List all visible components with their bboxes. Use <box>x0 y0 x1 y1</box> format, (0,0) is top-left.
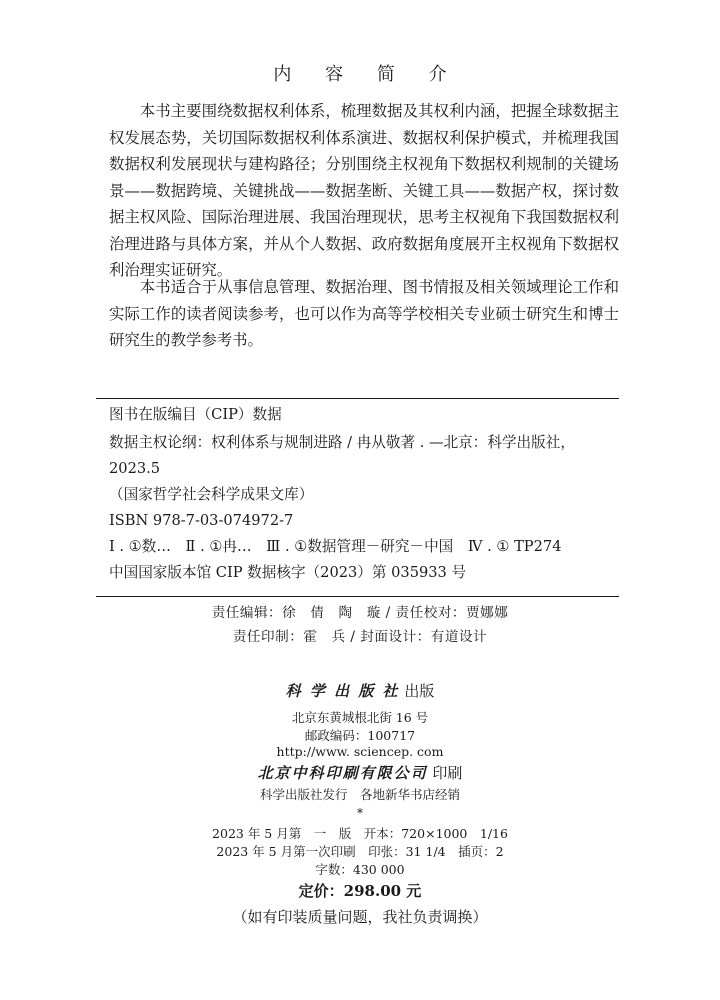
cip-top-rule <box>96 398 619 399</box>
publisher-name: 科 学 出 版 社 <box>285 682 400 700</box>
distribution-line: 科学出版社发行 各地新华书店经销 <box>259 787 460 802</box>
cip-isbn: ISBN 978-7-03-074972-7 <box>109 512 294 529</box>
publisher-postcode: 邮政编码：100717 <box>304 728 416 743</box>
publisher-url: http://www. sciencep. com <box>276 744 444 759</box>
printer-line <box>0 762 720 783</box>
production-credits: 责任印制：霍 兵 / 封面设计：有道设计 <box>232 629 488 645</box>
word-count: 字数：430 000 <box>315 862 405 877</box>
price: 定价：298.00 元 <box>298 882 422 900</box>
page-title: 内 容 简 介 <box>273 64 461 85</box>
cip-block <box>109 430 619 586</box>
printer-suffix: 印刷 <box>432 764 463 782</box>
edition-line: 2023 年 5 月第 一 版 开本：720×1000 1/16 <box>212 826 508 841</box>
publisher-suffix: 出版 <box>404 682 435 700</box>
cip-title-line: 数据主权论纲：权利体系与规制进路 / 冉从敬著 . —北京：科学出版社，2023.5 <box>109 434 575 477</box>
publisher-line <box>0 680 720 701</box>
cip-heading: 图书在版编目（CIP）数据 <box>109 406 282 423</box>
quality-notice: （如有印装质量问题，我社负责调换） <box>232 908 488 926</box>
cip-series: （国家哲学社会科学成果文库） <box>109 486 314 503</box>
printing-line: 2023 年 5 月第一次印刷 印张：31 1/4 插页：2 <box>216 844 504 859</box>
cip-record: 中国国家版本馆 CIP 数据核字（2023）第 035933 号 <box>109 564 467 581</box>
editor-credits: 责任编辑：徐 倩 陶 璇 / 责任校对：贾娜娜 <box>211 605 509 621</box>
summary-paragraph-2: 本书适合于从事信息管理、数据治理、图书情报及相关领域理论工作和实际工作的读者阅读参考，也可以作为高等学校相关专业硕士研究生和博士研究生的教学参考书。 <box>109 278 619 349</box>
cip-classification: Ⅰ . ①数… Ⅱ . ①冉… Ⅲ . ①数据管理－研究－中国 Ⅳ . ① TP274 <box>109 538 562 555</box>
separator-star: * <box>357 806 363 820</box>
printer-name: 北京中科印刷有限公司 <box>257 764 428 782</box>
cip-bottom-rule <box>96 596 619 597</box>
publisher-address: 北京东黄城根北街 16 号 <box>291 710 429 725</box>
summary-paragraph-1: 本书主要围绕数据权利体系，梳理数据及其权利内涵，把握全球数据主权发展态势，关切国际数据权利体系演进、数据权利保护模式，并梳理我国数据权利发展现状与建构路径；分别围绕主权视角下数据权利规制的关键场景——数据跨境、关键挑战——数据垄断、关键工具——数据产权，探讨数据主权风险、国际治理进展、我国治理现状，思考主权视角下我国数据权利治理进路与具体方案，并从个人数据、政府数据角度展开主权视角下数据权利治理实证研究。 <box>109 102 619 279</box>
